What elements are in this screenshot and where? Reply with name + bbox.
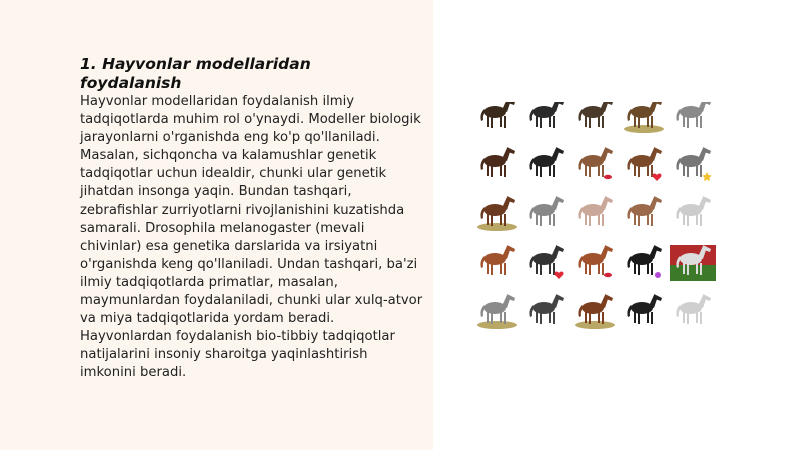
horse-photo (572, 137, 618, 183)
horse-photo (621, 186, 667, 232)
horse-photo (474, 284, 520, 330)
horse-photo (670, 235, 716, 281)
horse-photo (621, 102, 667, 134)
horse-photo (523, 235, 569, 281)
horse-photo (474, 137, 520, 183)
horse-photo (621, 284, 667, 330)
horse-photo (523, 102, 569, 134)
horse-photo (572, 186, 618, 232)
slide-title: 1. Hayvonlar modellaridan foydalanish (80, 55, 311, 92)
horse-photo (572, 284, 618, 330)
horse-photo (670, 137, 716, 183)
horse-photo (523, 186, 569, 232)
horse-photo (621, 137, 667, 183)
horse-photo (670, 186, 716, 232)
horse-collage-image (474, 102, 720, 350)
horse-photo (474, 235, 520, 281)
horse-photo (670, 284, 716, 330)
horse-photo (523, 137, 569, 183)
horse-photo (523, 284, 569, 330)
horse-photo (670, 102, 716, 134)
horse-photo (474, 186, 520, 232)
horse-photo (572, 102, 618, 134)
horse-photo (474, 102, 520, 134)
horse-photo (621, 235, 667, 281)
horse-photo (572, 235, 618, 281)
slide-body-text: Hayvonlar modellaridan foydalanish ilmiy tadqiqotlarda muhim rol o'ynaydi. Modeller biologik jarayonlarni o'rganishda eng ko'p qo'llaniladi. Masalan, sichqoncha va kalamushlar genetik tadqiqotlar uchun idealdir, chunki ular genetik jihatdan insonga yaqin. Bundan tashqari, zebrafishlar zurriyotlarni rivojlanishini kuzatishda samarali. Drosophila melanogaster (mevali chivinlar) esa genetika darslarida va irsiyatni o'rganishda keng qo'llaniladi. Undan tashqari, ba'zi ilmiy tadqiqotlarda primatlar, masalan, maymunlardan foydalaniladi, chunki ular xulq-atvor va miya tadqiqotlarida yordam beradi. Hayvonlardan foydalanish bio-tibbiy tadqiqotlar natijalarini insoniy sharoitga yaqinlashtirish imkonini beradi. (80, 94, 423, 381)
